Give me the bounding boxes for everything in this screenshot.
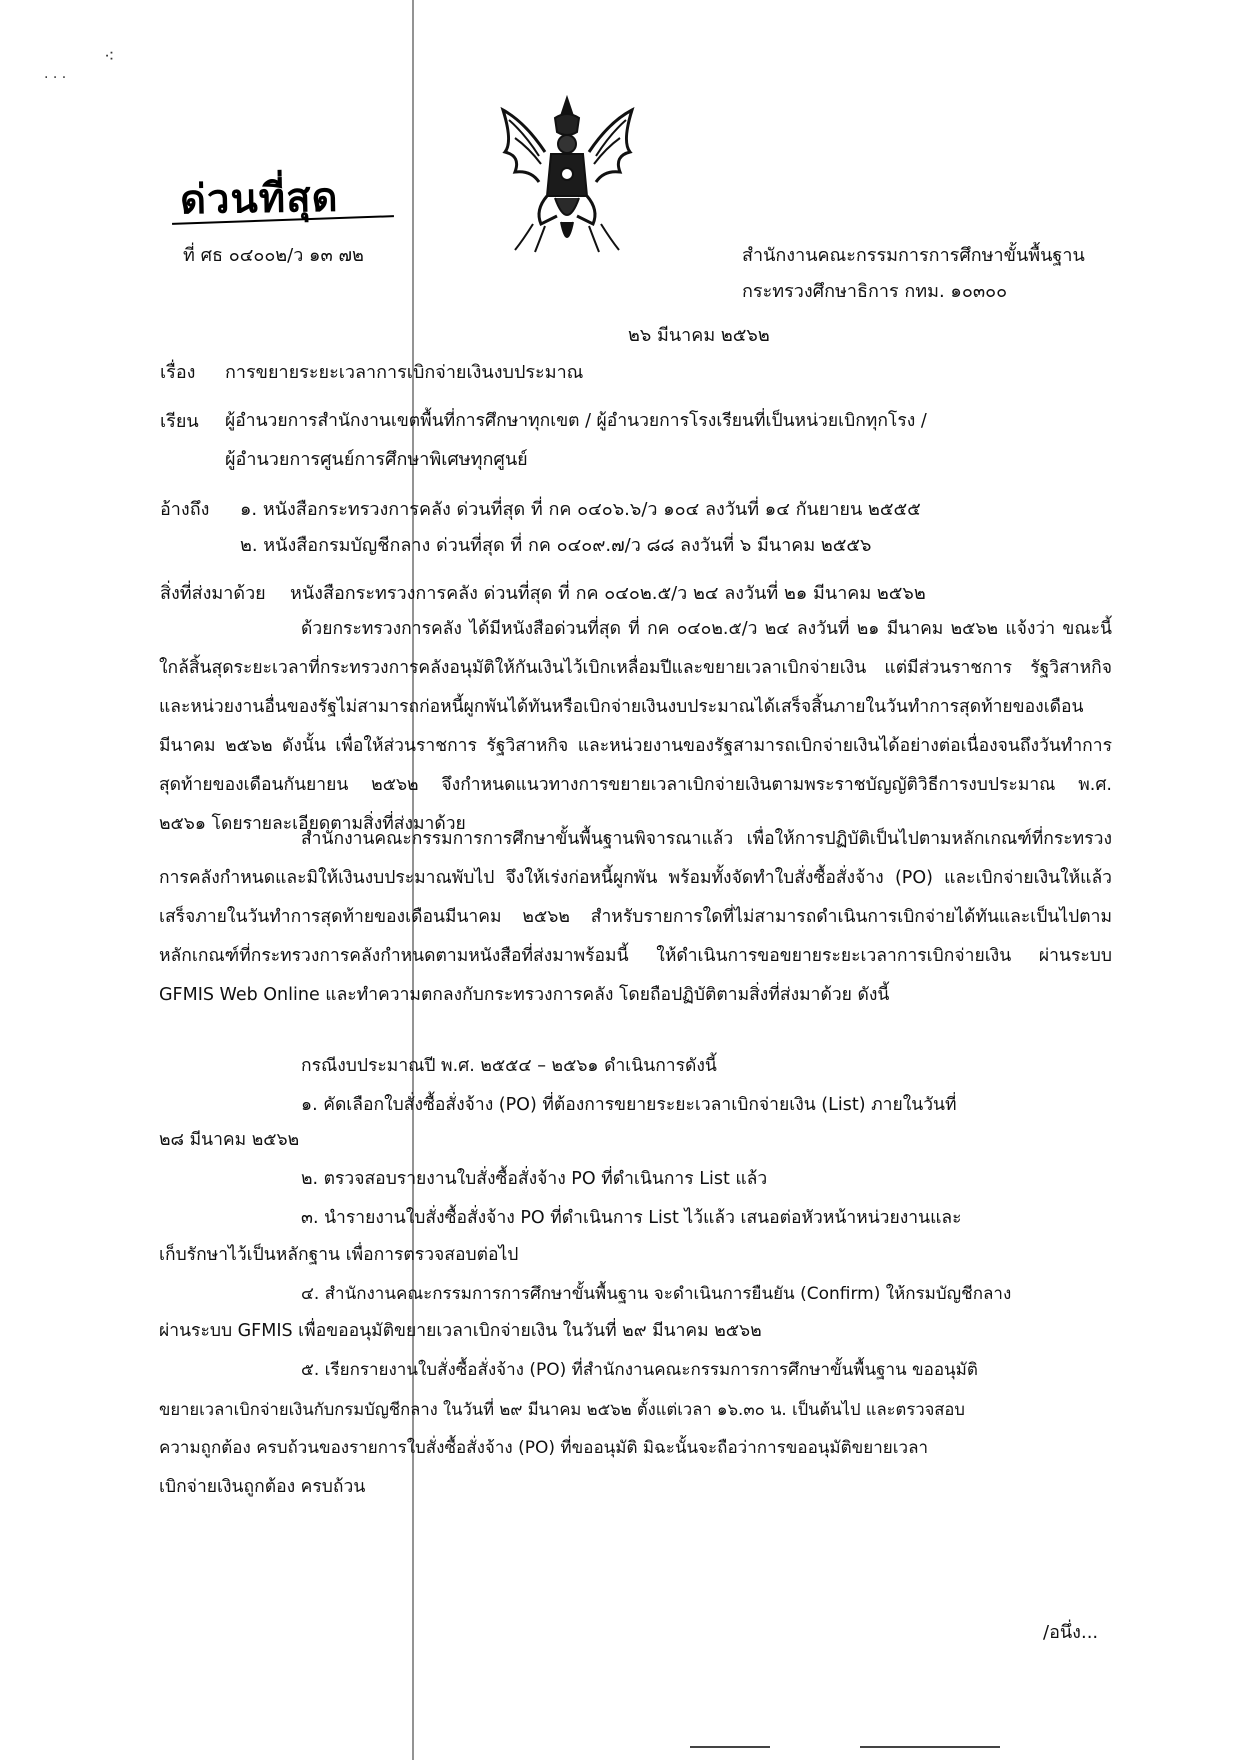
step-line: ๒. ตรวจสอบรายงานใบสั่งซื้อสั่งจ้าง PO ที่ดำเนินการ List แล้ว (301, 1169, 768, 1189)
step-line: เก็บรักษาไว้เป็นหลักฐาน เพื่อการตรวจสอบต่อไป (159, 1245, 519, 1265)
step-line: ความถูกต้อง ครบถ้วนของรายการใบสั่งซื้อสั่งจ้าง (PO) ที่ขออนุมัติ มิฉะนั้นจะถือว่าการขออนุมัติขยายเวลา (159, 1438, 929, 1458)
paragraph-text: ด้วยกระทรวงการคลัง ได้มีหนังสือด่วนที่สุด ที่ กค ๐๔๐๒.๕/ว ๒๔ ลงวันที่ ๒๑ มีนาคม ๒๕๖๒ แจ้งว่า ขณะนี้ใกล้สิ้นสุดระยะเวลาที่กระทรวงการคลังอนุมัติให้กันเงินไว้เบิกเหลื่อมปีและขยายเวลาเบิกจ่ายเงิน แต่มีส่วนราชการ รัฐวิสาหกิจ และหน่วยงานอื่นของรัฐไม่สามารถก่อหนี้ผูกพันได้ทันหรือเบิกจ่ายเงินงบประมาณได้เสร็จสิ้นภายในวันทำการสุดท้ายของเดือน มีนาคม ๒๕๖๒ ดังนั้น เพื่อให้ส่วนราชการ รัฐวิสาหกิจ และหน่วยงานของรัฐสามารถเบิกจ่ายเงินได้อย่างต่อเนื่องจนถึงวันทำการสุดท้ายของเดือนกันยายน ๒๕๖๒ จึงกำหนดแนวทางการขยายเวลาเบิกจ่ายเงินตามพระราชบัญญัติวิธีการงบประมาณ พ.ศ. ๒๕๖๑ โดยรายละเอียดตามสิ่งที่ส่งมาด้วย (159, 619, 1112, 834)
step-line: ขยายเวลาเบิกจ่ายเงินกับกรมบัญชีกลาง ในวันที่ ๒๙ มีนาคม ๒๕๖๒ ตั้งแต่เวลา ๑๖.๓๐ น. เป็นต้นไป และตรวจสอบ (159, 1400, 965, 1419)
step-line: ผ่านระบบ GFMIS เพื่อขออนุมัติขยายเวลาเบิกจ่ายเงิน ในวันที่ ๒๙ มีนาคม ๒๕๖๒ (159, 1321, 762, 1341)
step-line: เบิกจ่ายเงินถูกต้อง ครบถ้วน (159, 1477, 366, 1497)
reference-item: ๒. หนังสือกรมบัญชีกลาง ด่วนที่สุด ที่ กค ๐๔๐๙.๗/ว ๘๘ ลงวันที่ ๖ มีนาคม ๒๕๕๖ (240, 535, 872, 556)
recipient-line: ผู้อำนวยการสำนักงานเขตพื้นที่การศึกษาทุกเขต / ผู้อำนวยการโรงเรียนที่เป็นหน่วยเบิกทุกโรง / (225, 411, 927, 431)
recipient-line: ผู้อำนวยการศูนย์การศึกษาพิเศษทุกศูนย์ (225, 449, 528, 470)
enclosure-text: หนังสือกระทรวงการคลัง ด่วนที่สุด ที่ กค ๐๔๐๒.๕/ว ๒๔ ลงวันที่ ๒๑ มีนาคม ๒๕๖๒ (290, 583, 926, 604)
case-heading: กรณีงบประมาณปี พ.ศ. ๒๕๕๔ – ๒๕๖๑ ดำเนินการดังนี้ (301, 1056, 717, 1076)
garuda-emblem-icon (495, 92, 640, 257)
continued-marker: /อนึ่ง... (1043, 1622, 1099, 1643)
scan-speck: ⁖ (104, 46, 115, 67)
paragraph-text: สำนักงานคณะกรรมการการศึกษาขั้นพื้นฐานพิจารณาแล้ว เพื่อให้การปฏิบัติเป็นไปตามหลักเกณฑ์ที่กระทรวงการคลังกำหนดและมิให้เงินงบประมาณพับไป จึงให้เร่งก่อหนี้ผูกพัน พร้อมทั้งจัดทำใบสั่งซื้อสั่งจ้าง (PO) และเบิกจ่ายเงินให้แล้วเสร็จภายในวันทำการสุดท้ายของเดือนมีนาคม ๒๕๖๒ สำหรับรายการใดที่ไม่สามารถดำเนินการเบิกจ่ายได้ทันและเป็นไปตามหลักเกณฑ์ที่กระทรวงการคลังกำหนดตามหนังสือที่ส่งมาพร้อมนี้ ให้ดำเนินการขอขยายระยะเวลาการเบิกจ่ายเงิน ผ่านระบบ GFMIS Web Online และทำความตกลงกับกระทรวงการคลัง โดยถือปฏิบัติตามสิ่งที่ส่งมาด้วย ดังนี้ (159, 829, 1112, 1005)
office-address: กระทรวงศึกษาธิการ กทม. ๑๐๓๐๐ (742, 281, 1008, 302)
office-name: สำนักงานคณะกรรมการการศึกษาขั้นพื้นฐาน (742, 245, 1085, 266)
subject-text: การขยายระยะเวลาการเบิกจ่ายเงินงบประมาณ (225, 362, 584, 383)
urgency-stamp: ด่วนที่สุด (179, 174, 339, 224)
enclosure-label: สิ่งที่ส่งมาด้วย (160, 583, 266, 604)
body-paragraph (159, 820, 1112, 1015)
scan-edge-mark (690, 1746, 770, 1748)
subject-label: เรื่อง (160, 362, 196, 383)
document-date: ๒๖ มีนาคม ๒๕๖๒ (628, 325, 770, 346)
step-line: ๓. นำรายงานใบสั่งซื้อสั่งจ้าง PO ที่ดำเนินการ List ไว้แล้ว เสนอต่อหัวหน้าหน่วยงานและ (301, 1208, 962, 1228)
recipient-label: เรียน (160, 411, 199, 432)
document-number: ที่ ศธ ๐๔๐๐๒/ว ๑๓ ๗๒ (183, 245, 364, 266)
scan-edge-mark (860, 1746, 1000, 1748)
step-line: ๑. คัดเลือกใบสั่งซื้อสั่งจ้าง (PO) ที่ต้องการขยายระยะเวลาเบิกจ่ายเงิน (List) ภายในวันที่ (301, 1095, 957, 1115)
reference-item: ๑. หนังสือกระทรวงการคลัง ด่วนที่สุด ที่ กค ๐๔๐๖.๖/ว ๑๐๔ ลงวันที่ ๑๔ กันยายน ๒๕๕๕ (240, 499, 921, 520)
reference-label: อ้างถึง (160, 499, 210, 520)
step-line: ๔. สำนักงานคณะกรรมการการศึกษาขั้นพื้นฐาน จะดำเนินการยืนยัน (Confirm) ให้กรมบัญชีกลาง (301, 1284, 1012, 1304)
body-paragraph (159, 610, 1112, 844)
step-line: ๒๘ มีนาคม ๒๕๖๒ (159, 1130, 300, 1150)
step-line: ๕. เรียกรายงานใบสั่งซื้อสั่งจ้าง (PO) ที่สำนักงานคณะกรรมการการศึกษาขั้นพื้นฐาน ขออนุมัติ (301, 1360, 978, 1380)
scan-speck: · · · (44, 70, 67, 86)
